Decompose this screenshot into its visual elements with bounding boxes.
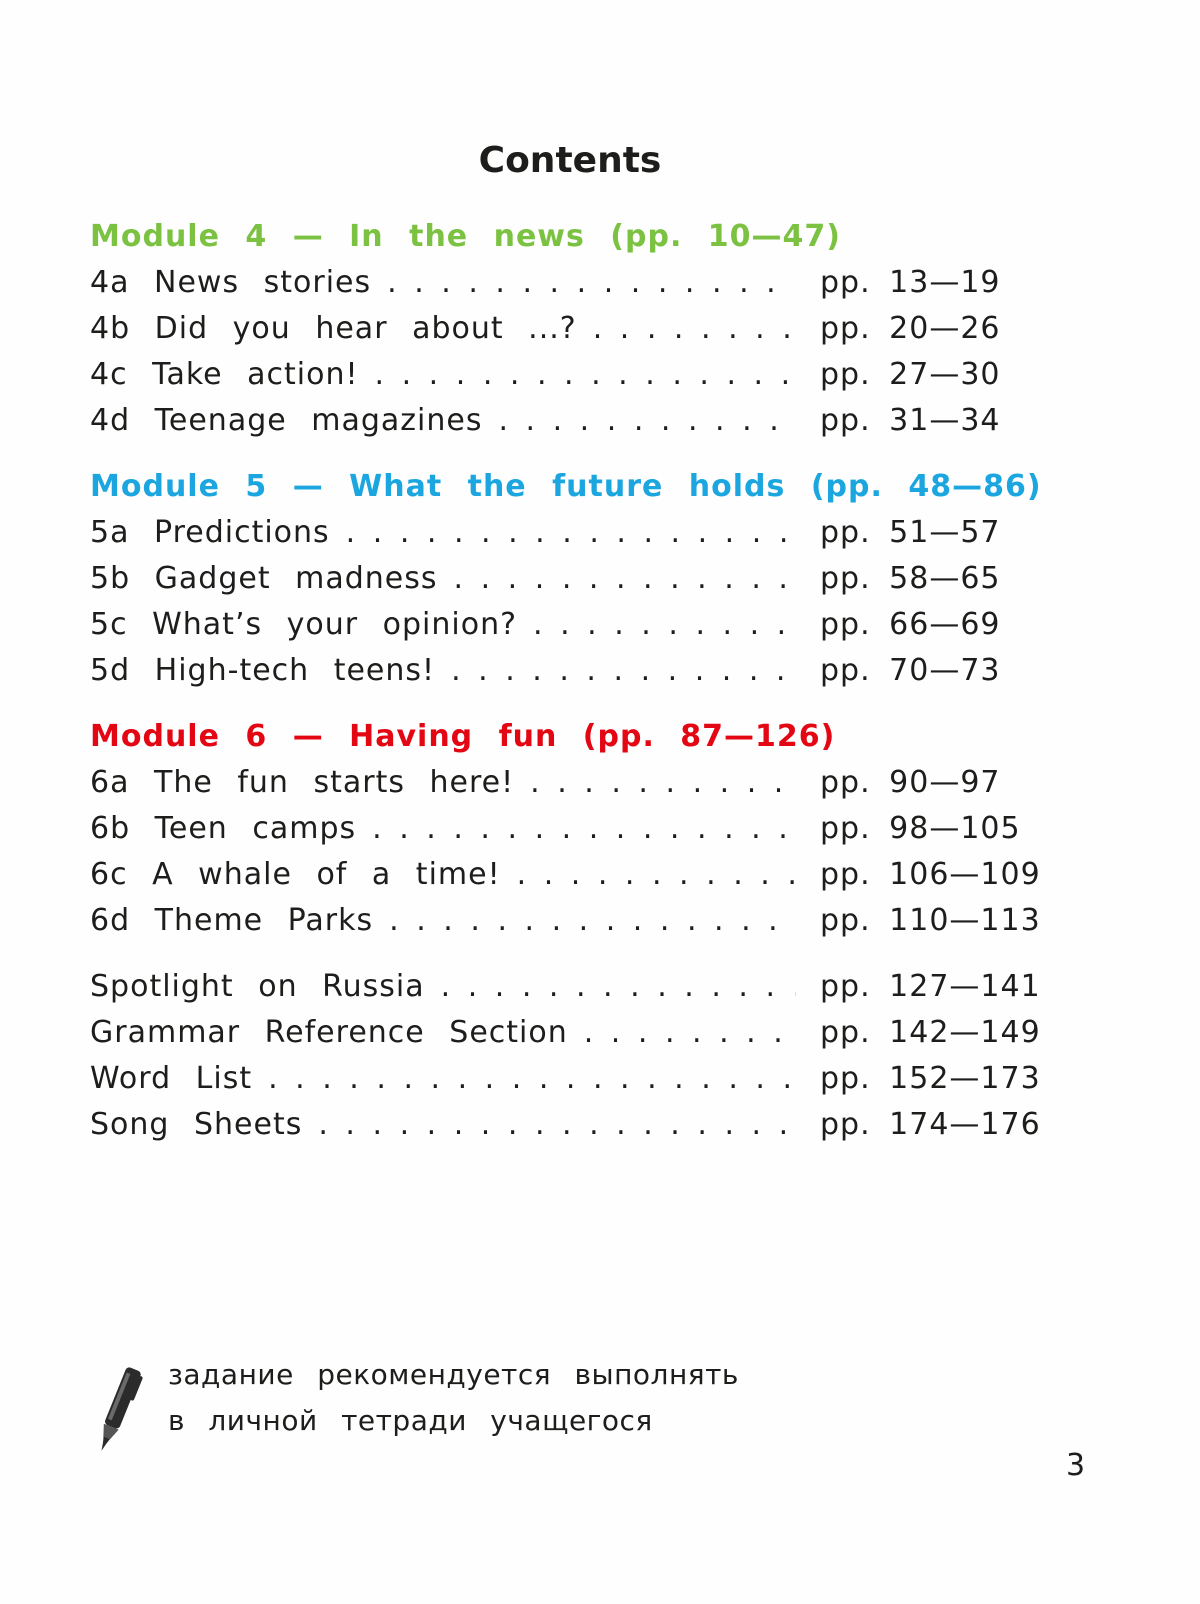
entry-title: 5a Predictions	[90, 515, 330, 550]
toc-entry	[90, 1010, 1050, 1056]
toc-entry	[90, 852, 1050, 898]
entry-pages: pp. 70—73	[820, 653, 1001, 688]
entry-title: Spotlight on Russia	[90, 969, 425, 1004]
dot-leader	[498, 398, 796, 444]
module-6-section	[90, 714, 1050, 944]
entry-title: 6d Theme Parks	[90, 903, 374, 938]
note-line-1: задание рекомендуется выполнять	[168, 1358, 739, 1391]
entry-title: Word List	[90, 1061, 253, 1096]
entry-pages: pp. 110—113	[820, 903, 1041, 938]
entry-pages: pp. 66—69	[820, 607, 1001, 642]
entry-pages: pp. 51—57	[820, 515, 1001, 550]
entry-pages: pp. 174—176	[820, 1107, 1041, 1142]
appendix-section	[90, 964, 1050, 1148]
toc-entry	[90, 1056, 1050, 1102]
entry-title: 6a The fun starts here!	[90, 765, 515, 800]
entry-title: 4c Take action!	[90, 357, 359, 392]
toc-entry	[90, 602, 1050, 648]
toc-entry	[90, 964, 1050, 1010]
entry-pages: pp. 13—19	[820, 265, 1001, 300]
page-number: 3	[1066, 1448, 1086, 1483]
dot-leader	[268, 1056, 796, 1102]
dot-leader	[372, 806, 796, 852]
pen-icon	[88, 1362, 148, 1458]
toc-entry	[90, 760, 1050, 806]
note-text	[168, 1352, 739, 1444]
entry-pages: pp. 127—141	[820, 969, 1041, 1004]
dot-leader	[387, 260, 796, 306]
entry-pages: pp. 58—65	[820, 561, 1001, 596]
toc-entry	[90, 398, 1050, 444]
module-4-heading: Module 4 — In the news (pp. 10—47)	[90, 219, 842, 254]
entry-pages: pp. 152—173	[820, 1061, 1041, 1096]
entry-title: 5b Gadget madness	[90, 561, 438, 596]
entry-title: 4d Teenage magazines	[90, 403, 483, 438]
entry-title: 6b Teen camps	[90, 811, 357, 846]
dot-leader	[530, 760, 796, 806]
module-5-section	[90, 464, 1050, 694]
toc-entry	[90, 352, 1050, 398]
entry-pages: pp. 106—109	[820, 857, 1041, 892]
entry-pages: pp. 27—30	[820, 357, 1001, 392]
module-5-heading: Module 5 — What the future holds (pp. 48—86)	[90, 469, 1042, 504]
dot-leader	[389, 898, 796, 944]
dot-leader	[584, 1010, 796, 1056]
dot-leader	[451, 648, 796, 694]
note-line-2: в личной тетради учащегося	[168, 1404, 653, 1437]
dot-leader	[318, 1102, 796, 1148]
entry-title: 4b Did you hear about ...?	[90, 311, 577, 346]
dot-leader	[375, 352, 796, 398]
module-6-heading: Module 6 — Having fun (pp. 87—126)	[90, 719, 836, 754]
toc-entry	[90, 556, 1050, 602]
entry-title: Grammar Reference Section	[90, 1015, 568, 1050]
table-of-contents	[90, 214, 1050, 1148]
page-title: Contents	[478, 140, 662, 181]
entry-pages: pp. 142—149	[820, 1015, 1041, 1050]
toc-entry	[90, 306, 1050, 352]
entry-title: Song Sheets	[90, 1107, 303, 1142]
module-4-section	[90, 214, 1050, 444]
dot-leader	[517, 852, 796, 898]
entry-title: 5c What’s your opinion?	[90, 607, 518, 642]
entry-pages: pp. 98—105	[820, 811, 1021, 846]
dot-leader	[533, 602, 796, 648]
dot-leader	[454, 556, 796, 602]
entry-title: 5d High-tech teens!	[90, 653, 436, 688]
entry-pages: pp. 90—97	[820, 765, 1001, 800]
entry-title: 6c A whale of a time!	[90, 857, 501, 892]
dot-leader	[346, 510, 796, 556]
toc-entry	[90, 898, 1050, 944]
toc-entry	[90, 648, 1050, 694]
entry-title: 4a News stories	[90, 265, 372, 300]
toc-entry	[90, 260, 1050, 306]
dot-leader	[593, 306, 796, 352]
toc-entry	[90, 510, 1050, 556]
dot-leader	[441, 964, 796, 1010]
toc-entry	[90, 1102, 1050, 1148]
toc-entry	[90, 806, 1050, 852]
entry-pages: pp. 31—34	[820, 403, 1001, 438]
entry-pages: pp. 20—26	[820, 311, 1001, 346]
